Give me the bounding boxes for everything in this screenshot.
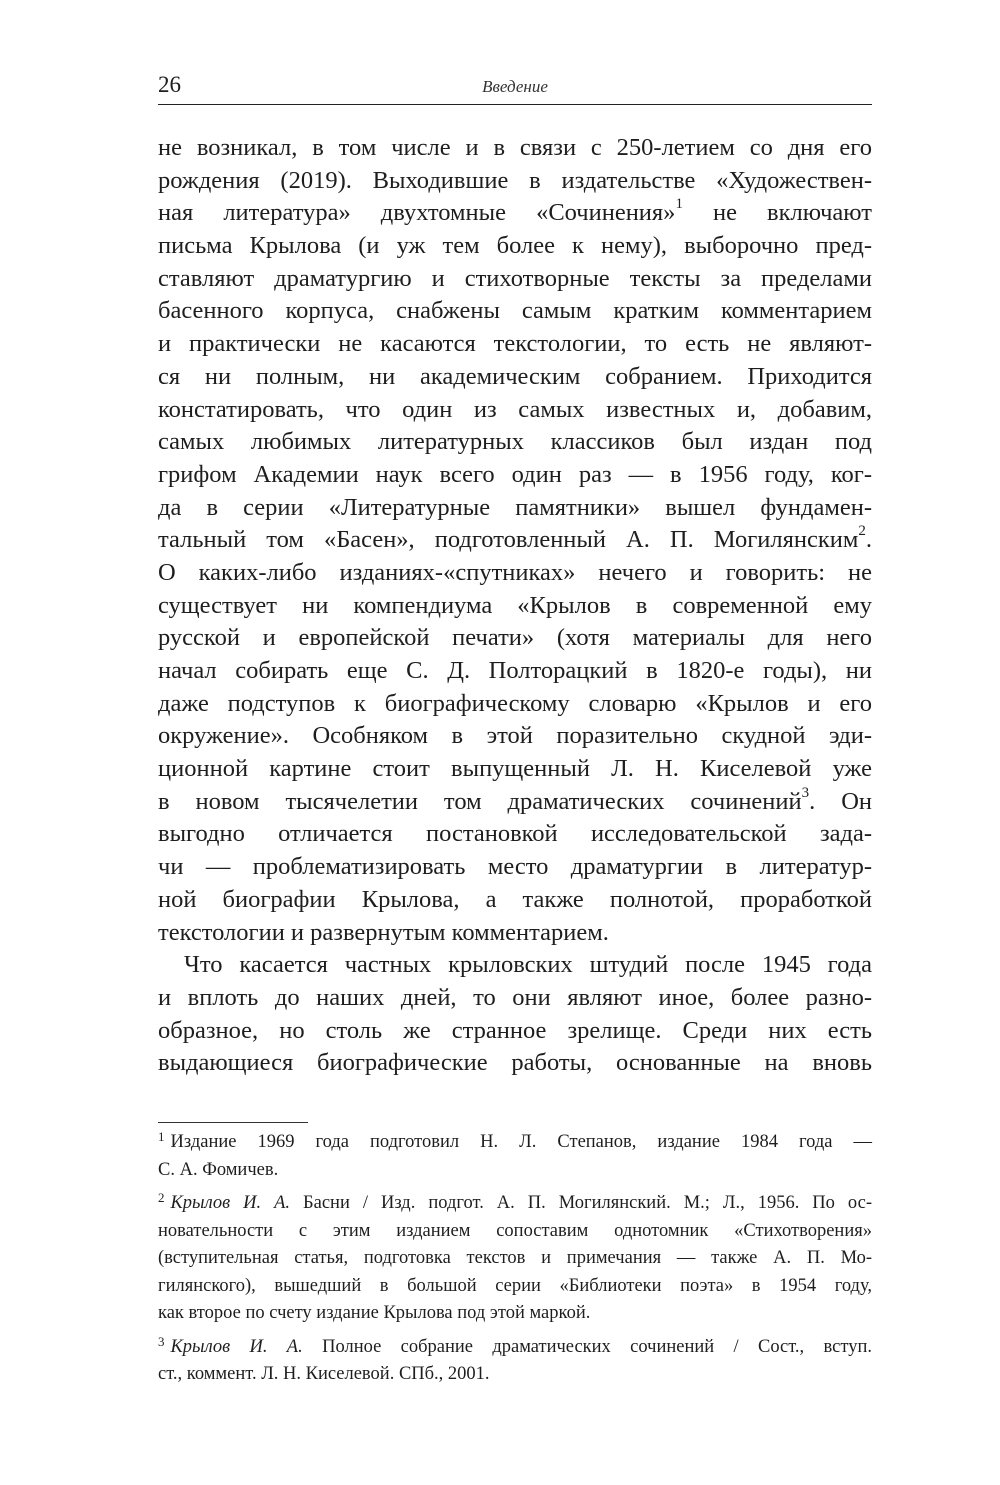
footnote-line: (вступительная статья, подготовка текстов и примечания — также А. П. Мо-: [158, 1248, 872, 1268]
text-line: начал собирать еще С. Д. Полторацкий в 1820-е годы), ни: [158, 657, 872, 684]
footnote-line: [158, 1334, 872, 1362]
text-line: существует ни компендиума «Крылов в современной ему: [158, 591, 872, 619]
footnote-line: ст., коммент. Л. Н. Киселевой. СПб., 2001.: [158, 1364, 490, 1384]
text-fragment: тальный том «Басен», подготовленный А. П. Могилянским: [158, 526, 859, 554]
footnote-line: С. А. Фомичев.: [158, 1159, 279, 1180]
text-line: и вплоть до наших дней, то они являют иное, более разно-: [158, 983, 872, 1011]
footnote-line: [158, 1190, 872, 1218]
text-line: самых любимых литературных классиков был издан под: [158, 428, 872, 456]
page-number: 26: [158, 72, 181, 97]
text-line: рождения (2019). Выходившие в издательстве «Художествен-: [158, 166, 872, 194]
footnote-number: 3: [158, 1333, 165, 1349]
text-line: чи — проблематизировать место драматургии в литератур-: [158, 853, 872, 881]
text-line: Что касается частных крыловских штудий после 1945 года: [184, 951, 872, 979]
text-line: ционной картине стоит выпущенный Л. Н. Киселевой уже: [158, 755, 872, 783]
text-line: текстологии и развернутым комментарием.: [158, 918, 609, 946]
footnote-line: гилянского), вышедший в большой серии «Библиотеки поэта» в 1954 году,: [158, 1275, 872, 1296]
footnote-number: 2: [158, 1190, 165, 1205]
text-fragment: ная литература» двухтомные «Сочинения»: [158, 199, 676, 227]
page-header: [158, 68, 872, 105]
footnote-ref[interactable]: 2: [858, 523, 866, 540]
text-line: басенного корпуса, снабжены самым кратким комментарием: [158, 297, 872, 325]
text-fragment: Издание 1969 года подготовил Н. Л. Степанов, издание 1984 года —: [170, 1132, 872, 1152]
author-name: Крылов И. А.: [170, 1336, 303, 1357]
text-line: письма Крылова (и уж тем более к нему), выборочно пред-: [158, 232, 872, 260]
footnote-divider: [158, 1122, 308, 1123]
text-line: окружение». Особняком в этой поразительно скудной эди-: [158, 722, 872, 750]
text-fragment: Басни / Изд. подгот. А. П. Могилянский. М.; Л., 1956. По ос-: [290, 1193, 872, 1213]
footnote-line: как второе по счету издание Крылова под этой маркой.: [158, 1303, 591, 1323]
text-fragment: не включают: [682, 199, 872, 227]
text-line: не возникал, в том числе и в связи с 250-летием со дня его: [158, 134, 872, 161]
running-head: Введение: [482, 77, 548, 96]
text-fragment: .: [865, 526, 872, 554]
text-line: [158, 197, 872, 230]
text-line: ставляют драматургию и стихотворные тексты за пределами: [158, 264, 872, 292]
footnote-ref[interactable]: 3: [801, 784, 810, 801]
text-line: О каких-либо изданиях-«спутниках» нечего и говорить: не: [158, 558, 872, 586]
text-line: выгодно отличается постановкой исследовательской зада-: [158, 820, 872, 848]
text-line: образное, но столь же странное зрелище. Среди них есть: [158, 1016, 872, 1044]
text-line: русской и европейской печати» (хотя материалы для него: [158, 624, 872, 652]
footnote-line: [158, 1129, 872, 1157]
text-line: грифом Академии наук всего один раз — в 1956 году, ког-: [158, 460, 872, 488]
text-fragment: Полное собрание драматических сочинений / Сост., вступ.: [302, 1336, 872, 1357]
text-line: [158, 786, 872, 819]
text-line: [158, 524, 872, 557]
author-name: Крылов И. А.: [170, 1193, 291, 1213]
text-fragment: . Он: [809, 787, 872, 815]
text-line: ся ни полным, ни академическим собранием. Приходится: [158, 362, 872, 390]
footnote-ref[interactable]: 1: [675, 196, 683, 213]
text-line: констатировать, что один из самых известных и, добавим,: [158, 395, 872, 423]
text-line: ной биографии Крылова, а также полнотой, проработкой: [158, 885, 872, 913]
text-line: выдающиеся биографические работы, основанные на вновь: [158, 1049, 872, 1077]
main-text: [158, 132, 872, 1080]
footnote-line: новательности с этим изданием сопоставим однотомник «Стихотворения»: [158, 1220, 872, 1241]
footnote-number: 1: [158, 1129, 165, 1144]
text-line: и практически не касаются текстологии, то есть не являют-: [158, 330, 872, 358]
text-fragment: в новом тысячелетии том драматических сочинений: [158, 787, 802, 815]
footnotes: [158, 1129, 872, 1389]
text-line: да в серии «Литературные памятники» вышел фундамен-: [158, 493, 872, 521]
text-line: даже подступов к биографическому словарю «Крылов и его: [158, 689, 872, 717]
